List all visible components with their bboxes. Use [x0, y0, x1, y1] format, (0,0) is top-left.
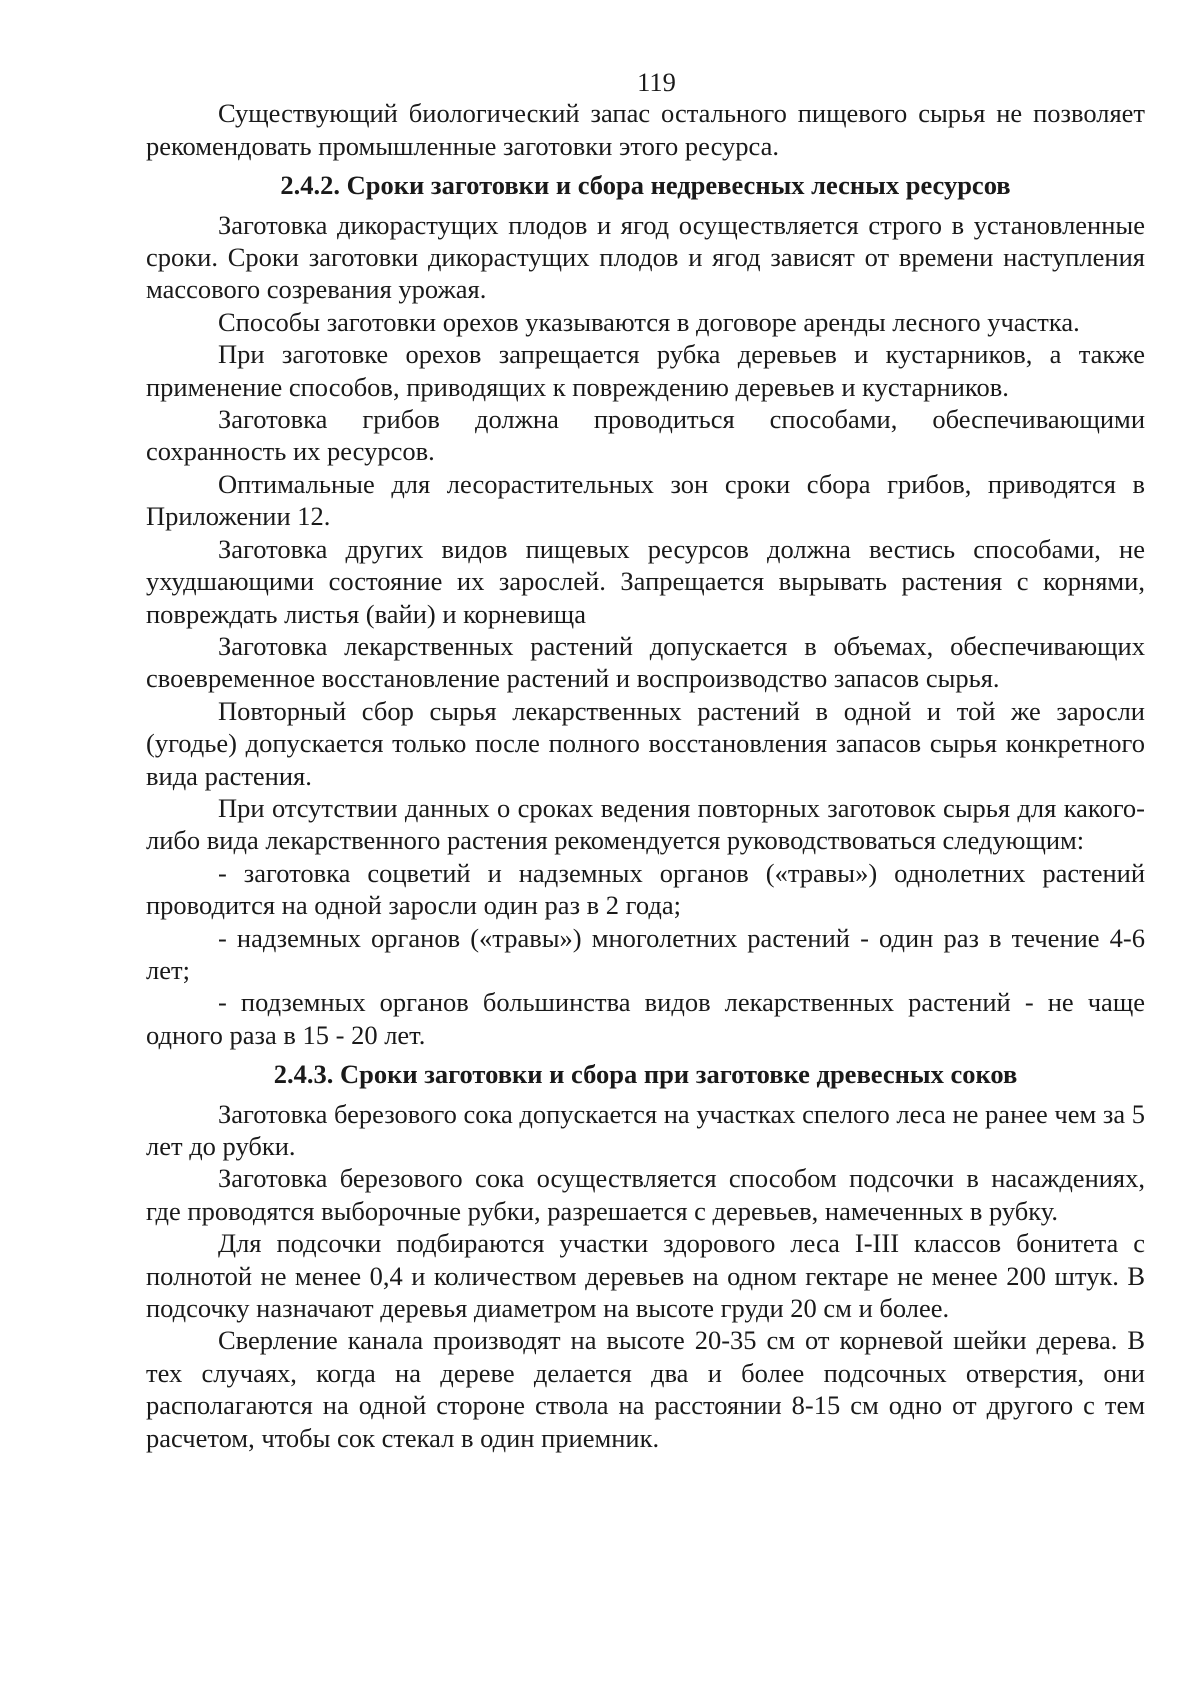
list-item-annual-plants: - заготовка соцветий и надземных органов («травы») однолетних растений проводится на одной заросли один раз в 2 года;	[146, 857, 1145, 921]
paragraph-drilling-channel: Сверление канала производят на высоте 20-35 см от корневой шейки дерева. В тех случаях, когда на дереве делается два и более подсочных отверстия, они располагаются на одной стороне ствола на расстоянии 8-15 см одно от другого с тем расчетом, чтобы сок стекал в один приемник.	[146, 1325, 1145, 1453]
paragraph-missing-data-guidance: При отсутствии данных о сроках ведения повторных заготовок сырья для какого-либо вида лекарственного растения рекомендуется руководствоваться следующим:	[146, 792, 1145, 856]
paragraph-tapping-site-selection: Для подсочки подбираются участки здорового леса I-III классов бонитета с полнотой не менее 0,4 и количеством деревьев на одном гектаре не менее 200 штук. В подсочку назначают деревья диаметром на высоте груди 20 см и более.	[146, 1228, 1145, 1324]
paragraph-wild-fruits-berries: Заготовка дикорастущих плодов и ягод осуществляется строго в установленные сроки. Сроки заготовки дикорастущих плодов и ягод зависят от времени наступления массового созревания урожая.	[146, 209, 1145, 305]
list-item-perennial-plants: - надземных органов («травы») многолетних растений - один раз в течение 4-6 лет;	[146, 922, 1145, 985]
paragraph-nut-harvest-restrictions: При заготовке орехов запрещается рубка деревьев и кустарников, а также применение способов, приводящих к повреждению деревьев и кустарников.	[146, 339, 1145, 402]
document-page	[146, 66, 1145, 1454]
paragraph-mushroom-terms: Оптимальные для лесорастительных зон сроки сбора грибов, приводятся в Приложении 12.	[146, 468, 1145, 532]
paragraph-birch-sap-method: Заготовка березового сока осуществляется способом подсочки в насаждениях, где проводятся выборочные рубки, разрешается с деревьев, намеченных в рубку.	[146, 1163, 1145, 1226]
paragraph-food-resources-reserve: Существующий биологический запас остального пищевого сырья не позволяет рекомендовать промышленные заготовки этого ресурса.	[146, 98, 1145, 161]
section-heading-2-4-2: 2.4.2. Сроки заготовки и сбора недревесных лесных ресурсов	[280, 170, 1011, 201]
section-heading-2-4-3: 2.4.3. Сроки заготовки и сбора при заготовке древесных соков	[273, 1059, 1018, 1090]
page-number: 119	[637, 67, 676, 97]
paragraph-mushroom-harvest: Заготовка грибов должна проводиться способами, обеспечивающими сохранность их ресурсов.	[146, 404, 1145, 467]
paragraph-other-food-resources: Заготовка других видов пищевых ресурсов должна вестись способами, не ухудшающими состояние их зарослей. Запрещается вырывать растения с корнями, повреждать листья (вайи) и корневища	[146, 533, 1145, 629]
paragraph-repeat-harvest: Повторный сбор сырья лекарственных растений в одной и той же заросли (угодье) допускается только после полного восстановления запасов сырья конкретного вида растения.	[146, 695, 1145, 791]
paragraph-birch-sap-allowed: Заготовка березового сока допускается на участках спелого леса не ранее чем за 5 лет до рубки.	[146, 1098, 1145, 1161]
paragraph-nut-harvest-methods: Способы заготовки орехов указываются в договоре аренды лесного участка.	[218, 306, 1080, 337]
list-item-underground-organs: - подземных органов большинства видов лекарственных растений - не чаще одного раза в 15 - 20 лет.	[146, 987, 1145, 1050]
paragraph-medicinal-plants-volume: Заготовка лекарственных растений допускается в объемах, обеспечивающих своевременное восстановление растений и воспроизводство запасов сырья.	[146, 630, 1145, 694]
